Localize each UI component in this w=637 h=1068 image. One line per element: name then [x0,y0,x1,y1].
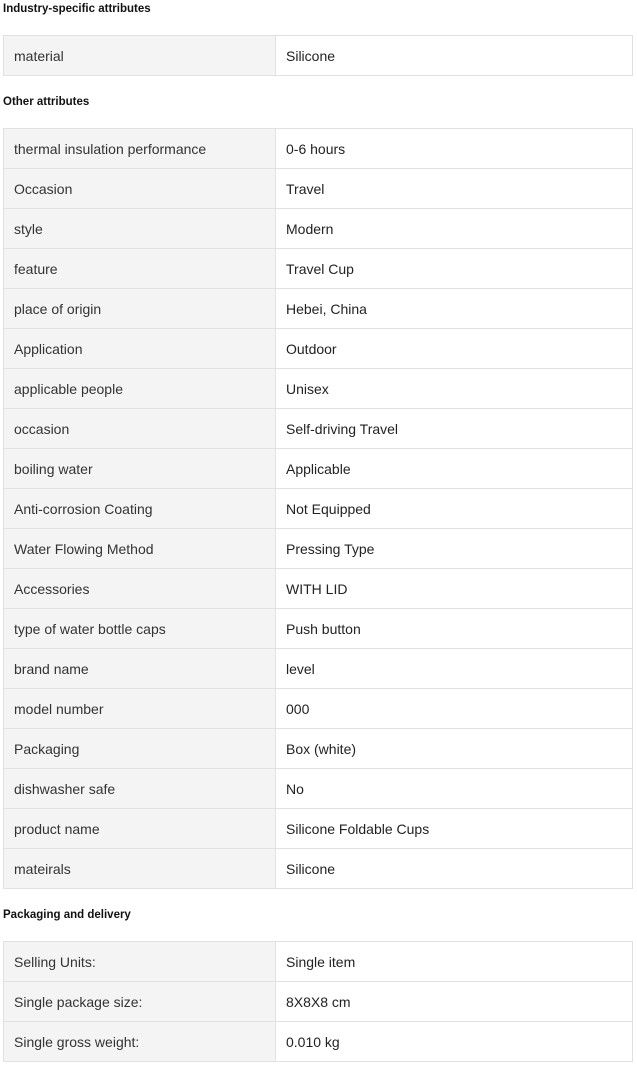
attribute-value: Unisex [276,369,633,409]
attribute-key: product name [4,809,276,849]
attribute-key: boiling water [4,449,276,489]
table-row [4,982,633,1022]
attribute-value: Travel [276,169,633,209]
attribute-value: No [276,769,633,809]
attribute-key: mateirals [4,849,276,889]
table-row [4,169,633,209]
attribute-value: Silicone Foldable Cups [276,809,633,849]
table-row [4,769,633,809]
table-row [4,729,633,769]
table-row [4,529,633,569]
attribute-key: dishwasher safe [4,769,276,809]
attribute-value: 0.010 kg [276,1022,633,1062]
attribute-key: brand name [4,649,276,689]
attribute-value: Silicone [276,36,633,76]
table-row [4,569,633,609]
attribute-value: Silicone [276,849,633,889]
attribute-key: occasion [4,409,276,449]
table-row [4,249,633,289]
attribute-value: Push button [276,609,633,649]
table-row [4,449,633,489]
attribute-key: Single gross weight: [4,1022,276,1062]
attribute-key: type of water bottle caps [4,609,276,649]
attribute-value: Not Equipped [276,489,633,529]
table-row [4,36,633,76]
attribute-value: Self-driving Travel [276,409,633,449]
attribute-value: 8X8X8 cm [276,982,633,1022]
attribute-key: place of origin [4,289,276,329]
table-row [4,289,633,329]
attribute-key: Water Flowing Method [4,529,276,569]
attribute-key: feature [4,249,276,289]
attribute-value: Outdoor [276,329,633,369]
attribute-key: Packaging [4,729,276,769]
attribute-key: Anti-corrosion Coating [4,489,276,529]
section-title-industry-specific: Industry-specific attributes [3,3,151,15]
table-row [4,329,633,369]
attribute-value: Hebei, China [276,289,633,329]
attribute-key: Occasion [4,169,276,209]
attribute-key: model number [4,689,276,729]
attribute-value: WITH LID [276,569,633,609]
attribute-key: applicable people [4,369,276,409]
attribute-key: material [4,36,276,76]
attribute-key: style [4,209,276,249]
attribute-value: Pressing Type [276,529,633,569]
attribute-key: Selling Units: [4,942,276,982]
table-row [4,942,633,982]
attribute-value: Box (white) [276,729,633,769]
industry-attributes-table [3,35,633,76]
table-row [4,369,633,409]
table-row [4,1022,633,1062]
table-row [4,489,633,529]
section-title-other-attributes: Other attributes [3,96,90,108]
table-row [4,209,633,249]
attribute-value: 0-6 hours [276,129,633,169]
attribute-value: level [276,649,633,689]
attribute-value: Travel Cup [276,249,633,289]
table-row [4,849,633,889]
attribute-value: Modern [276,209,633,249]
section-title-packaging-delivery: Packaging and delivery [3,909,131,921]
attribute-key: Accessories [4,569,276,609]
table-row [4,609,633,649]
table-row [4,129,633,169]
packaging-delivery-table [3,941,633,1062]
table-row [4,649,633,689]
table-row [4,409,633,449]
attribute-value: 000 [276,689,633,729]
attribute-key: thermal insulation performance [4,129,276,169]
table-row [4,689,633,729]
attribute-value: Applicable [276,449,633,489]
table-row [4,809,633,849]
attribute-key: Single package size: [4,982,276,1022]
attribute-key: Application [4,329,276,369]
other-attributes-table [3,128,633,889]
attribute-value: Single item [276,942,633,982]
